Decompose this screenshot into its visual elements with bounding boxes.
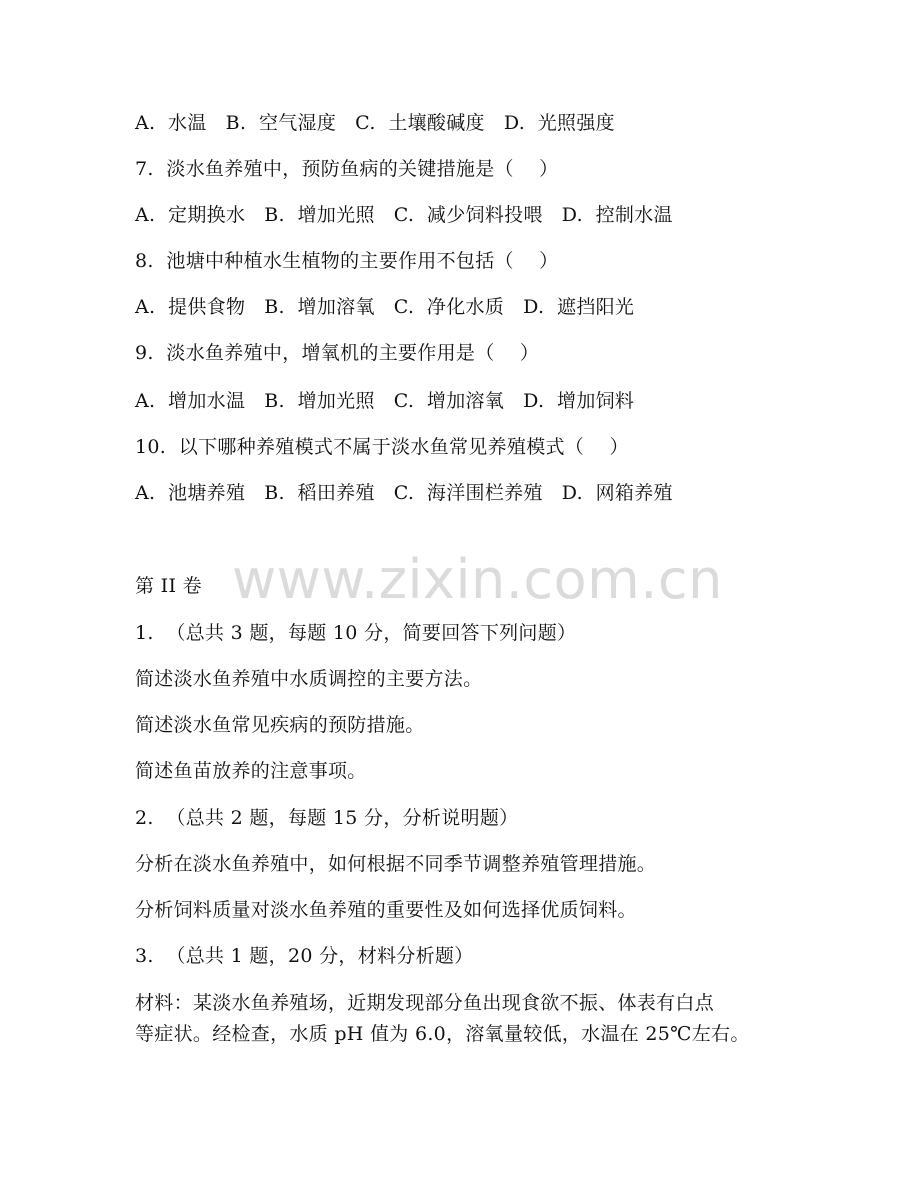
q9-options: A. 增加水温 B. 增加光照 C. 增加溶氧 D. 增加饲料 bbox=[135, 390, 635, 412]
q8-options: A. 提供食物 B. 增加溶氧 C. 净化水质 D. 遮挡阳光 bbox=[135, 296, 635, 318]
part-3-heading: 3. （总共 1 题，20 分，材料分析题） bbox=[135, 945, 474, 967]
part-1-heading: 1. （总共 3 题，每题 10 分，简要回答下列问题） bbox=[135, 622, 577, 644]
part-1-q2: 简述淡水鱼常见疾病的预防措施。 bbox=[135, 714, 425, 736]
part-1-q1: 简述淡水鱼养殖中水质调控的主要方法。 bbox=[135, 668, 483, 690]
part-1-q3: 简述鱼苗放养的注意事项。 bbox=[135, 760, 367, 782]
part-2-heading: 2. （总共 2 题，每题 15 分，分析说明题） bbox=[135, 807, 519, 829]
material-line-1: 材料：某淡水鱼养殖场，近期发现部分鱼出现食欲不振、体表有白点 bbox=[135, 992, 715, 1014]
question-9: 9. 淡水鱼养殖中，增氧机的主要作用是（ ） bbox=[135, 342, 540, 364]
part-2-q2: 分析饲料质量对淡水鱼养殖的重要性及如何选择优质饲料。 bbox=[135, 899, 637, 921]
material-line-2: 等症状。经检查，水质 pH 值为 6.0，溶氧量较低，水温在 25℃左右。 bbox=[135, 1023, 750, 1045]
question-10: 10. 以下哪种养殖模式不属于淡水鱼常见养殖模式（ ） bbox=[135, 436, 629, 458]
q6-options: A. 水温 B. 空气湿度 C. 土壤酸碱度 D. 光照强度 bbox=[135, 112, 615, 134]
question-8: 8. 池塘中种植水生植物的主要作用不包括（ ） bbox=[135, 250, 559, 272]
q7-options: A. 定期换水 B. 增加光照 C. 减少饲料投喂 D. 控制水温 bbox=[135, 204, 673, 226]
watermark: www.zixin.com.cn bbox=[232, 548, 723, 611]
section-heading: 第 II 卷 bbox=[135, 575, 202, 597]
q10-options: A. 池塘养殖 B. 稻田养殖 C. 海洋围栏养殖 D. 网箱养殖 bbox=[135, 482, 673, 504]
part-2-q1: 分析在淡水鱼养殖中，如何根据不同季节调整养殖管理措施。 bbox=[135, 853, 657, 875]
question-7: 7. 淡水鱼养殖中，预防鱼病的关键措施是（ ） bbox=[135, 158, 559, 180]
